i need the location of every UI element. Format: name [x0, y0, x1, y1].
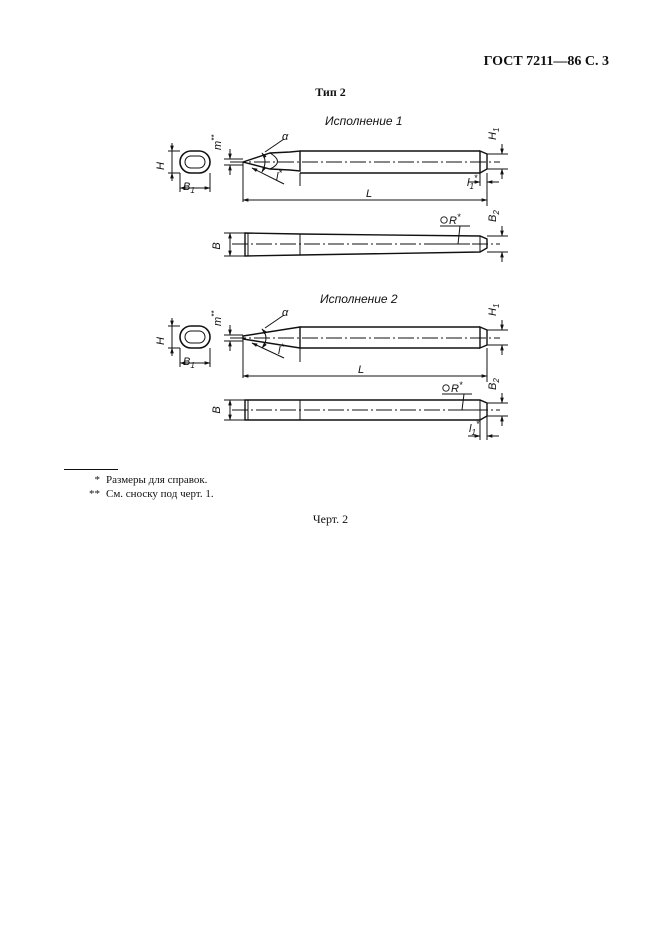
footnote-rule: [64, 469, 118, 470]
variant-2-label-B: B: [211, 406, 223, 414]
variant-2-label-R: R*: [451, 380, 463, 395]
variant-1-radius-symbol: [441, 217, 447, 223]
variant-1-label-R: R*: [449, 212, 461, 227]
variant-1-label-B: B: [211, 242, 223, 250]
variant-2-label-B2: $B_2$: [487, 378, 501, 390]
variant-2-label-m: m**: [210, 310, 224, 326]
variant-2-label-B1: $B_1$: [183, 356, 195, 370]
technical-drawing: [0, 0, 661, 460]
variant-1-label-l1: $l_1^*$: [467, 173, 478, 191]
footnotes: [84, 473, 214, 501]
variant-2-side-view: [224, 393, 508, 440]
variant-1-label-alpha: α: [282, 131, 289, 143]
variant-1-label-H: H: [155, 162, 167, 170]
variant-2-label-H1: $H_1$: [487, 303, 501, 316]
variant-1-label-l: l*: [276, 168, 282, 183]
variant-2-radius-symbol: [443, 385, 449, 391]
variant-1-label-B2: $B_2$: [487, 210, 501, 222]
footnote-item: * Размеры для справок.: [94, 474, 208, 486]
variant-2-top-view: [224, 315, 508, 382]
figure-caption: Черт. 2: [312, 512, 349, 526]
variant-2-drawing: [168, 315, 508, 440]
variant-2-label-L: L: [358, 364, 365, 376]
variant-2-label-l: l*: [278, 342, 284, 357]
page-header: ГОСТ 7211—86 С. 3: [483, 54, 609, 69]
variant-2-title: Исполнение 2: [320, 292, 398, 306]
variant-2-label-l1: $l_1^*$: [469, 419, 480, 437]
footnote-item: ** См. сноску под черт. 1.: [89, 488, 214, 500]
variant-1-label-B1: $B_1$: [183, 181, 195, 195]
type-title: Тип 2: [315, 85, 346, 99]
variant-2-label-H: H: [155, 337, 167, 345]
variant-1-label-m: m**: [210, 134, 224, 150]
variant-1-label-L: L: [366, 188, 373, 200]
variant-2-label-alpha: α: [282, 307, 289, 319]
variant-1-side-view: [224, 226, 508, 262]
variant-1-title: Исполнение 1: [325, 114, 403, 128]
variant-1-label-H1: $H_1$: [487, 127, 501, 140]
